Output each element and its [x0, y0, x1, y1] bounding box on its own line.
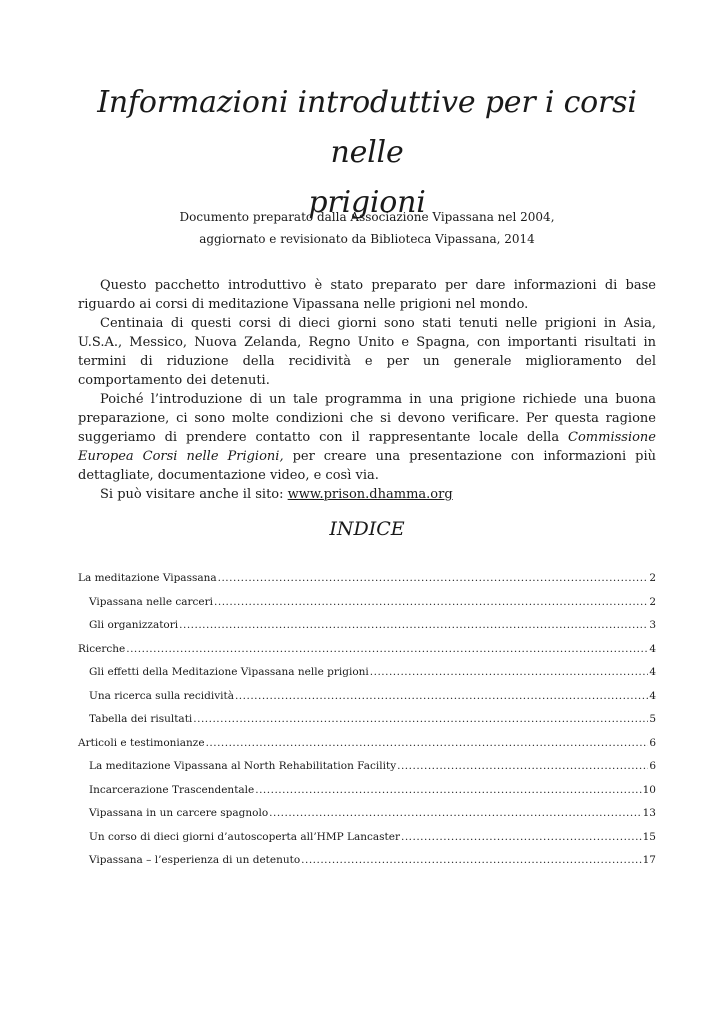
toc-dot-leader: [397, 760, 648, 772]
intro-paragraph-2: Centinaia di questi corsi di dieci giorni sono stati tenuti nelle prigioni in Asia, U.S.A., Messico, Nuova Zelanda, Regno Unito e Spagna, con importanti risultati in termini di riduzione della recidività e per un generale miglioramento del comportamento dei detenuti.: [78, 316, 656, 388]
toc-dot-leader: [235, 690, 648, 702]
toc-dot-leader: [370, 666, 649, 678]
toc-entry-carcere-spagnolo[interactable]: [78, 807, 656, 831]
intro-paragraph-4: [78, 485, 656, 504]
toc-entry-label: Vipassana – l’esperienza di un detenuto: [89, 854, 301, 866]
toc-dot-leader: [126, 643, 648, 655]
toc-entry-la-meditazione-vipassana[interactable]: [78, 572, 656, 596]
toc-entry-page: 4: [649, 689, 656, 702]
title-line-2: prigioni: [308, 185, 426, 220]
website-link[interactable]: www.prison.dhamma.org: [287, 487, 453, 502]
toc-entry-una-ricerca-sulla-recidivita[interactable]: [78, 690, 656, 714]
document-subtitle: [80, 206, 654, 250]
intro-paragraph-1: Questo pacchetto introduttivo è stato preparato per dare informazioni di base riguardo ai corsi di meditazione Vipassana nelle prigioni nel mondo.: [78, 278, 656, 312]
toc-entry-label: La meditazione Vipassana al North Rehabilitation Facility: [89, 760, 397, 772]
intro-text: [78, 276, 656, 504]
toc-entry-label: Vipassana nelle carceri: [89, 595, 214, 608]
intro-paragraph-3-text-b: per creare una presentazione con informazioni più dettagliate, documentazione video, e così via.: [78, 449, 657, 483]
toc-entry-incarcerazione-trascendentale[interactable]: [78, 784, 656, 808]
toc-entry-page: 4: [649, 666, 656, 678]
commission-name: Commissione Europea Corsi nelle Prigioni,: [78, 430, 656, 464]
toc-entry-page: 5: [649, 713, 656, 725]
title-line-1: Informazioni introduttive per i corsi nelle: [97, 85, 637, 170]
toc-entry-page: 10: [642, 783, 656, 796]
toc-entry-gli-organizzatori[interactable]: [78, 619, 656, 643]
toc-dot-leader: [193, 713, 648, 725]
toc-dot-leader: [218, 572, 649, 584]
toc-entry-vipassana-nelle-carceri[interactable]: [78, 596, 656, 620]
toc-entry-page: 6: [649, 736, 656, 749]
toc-entry-page: 17: [642, 854, 656, 866]
toc-entry-page: 3: [649, 619, 656, 631]
toc-entry-page: 2: [649, 595, 656, 608]
toc-dot-leader: [179, 619, 648, 631]
toc-entry-label: La meditazione Vipassana: [78, 572, 217, 584]
toc-entry-label: Vipassana in un carcere spagnolo: [89, 807, 269, 819]
toc-dot-leader: [214, 596, 648, 608]
intro-paragraph-3-text-a: Poiché l’introduzione di un tale programma in una prigione richiede una buona preparazione, ci sono molte condizioni che si devono verificare. Per questa ragione suggeriamo di prendere contatto con il rappresentante locale della: [78, 392, 656, 445]
intro-paragraph-3: [78, 390, 656, 485]
toc-entry-label: Gli organizzatori: [89, 619, 179, 631]
toc-dot-leader: [301, 854, 641, 866]
toc-dot-leader: [401, 831, 642, 843]
toc-entry-page: 6: [649, 760, 656, 772]
toc-entry-north-rehabilitation-facility[interactable]: [78, 760, 656, 784]
toc-entry-gli-effetti[interactable]: [78, 666, 656, 690]
toc-entry-esperienza-di-un-detenuto[interactable]: [78, 854, 656, 878]
toc-entry-hmp-lancaster[interactable]: [78, 831, 656, 855]
toc-entry-page: 2: [649, 572, 656, 584]
toc-entry-tabella-dei-risultati[interactable]: [78, 713, 656, 737]
toc-entry-label: Ricerche: [78, 642, 126, 655]
toc-entry-label: Gli effetti della Meditazione Vipassana nelle prigioni: [89, 666, 369, 678]
index-heading: INDICE: [329, 518, 405, 540]
toc-dot-leader: [206, 737, 649, 749]
intro-paragraph-4-text: Si può visitare anche il sito:: [100, 487, 288, 502]
toc-entry-label: Tabella dei risultati: [89, 713, 193, 725]
toc-entry-page: 4: [649, 642, 656, 655]
toc-entry-page: 15: [642, 830, 656, 843]
toc-entry-label: Un corso di dieci giorni d’autoscoperta all’HMP Lancaster: [89, 830, 400, 843]
toc-entry-page: 13: [642, 807, 656, 819]
toc-entry-label: Incarcerazione Trascendentale: [89, 783, 255, 796]
toc-entry-articoli-e-testimonianze[interactable]: [78, 737, 656, 761]
toc-dot-leader: [269, 807, 641, 819]
subtitle-line-1: Documento preparato dalla Associazione Vipassana nel 2004,: [179, 210, 555, 224]
toc-entry-label: Articoli e testimonianze: [78, 736, 205, 749]
table-of-contents: [78, 572, 656, 878]
subtitle-line-2: aggiornato e revisionato da Biblioteca Vipassana, 2014: [199, 232, 535, 246]
toc-entry-label: Una ricerca sulla recidività: [89, 689, 234, 702]
toc-dot-leader: [255, 784, 641, 796]
toc-entry-ricerche[interactable]: [78, 643, 656, 667]
